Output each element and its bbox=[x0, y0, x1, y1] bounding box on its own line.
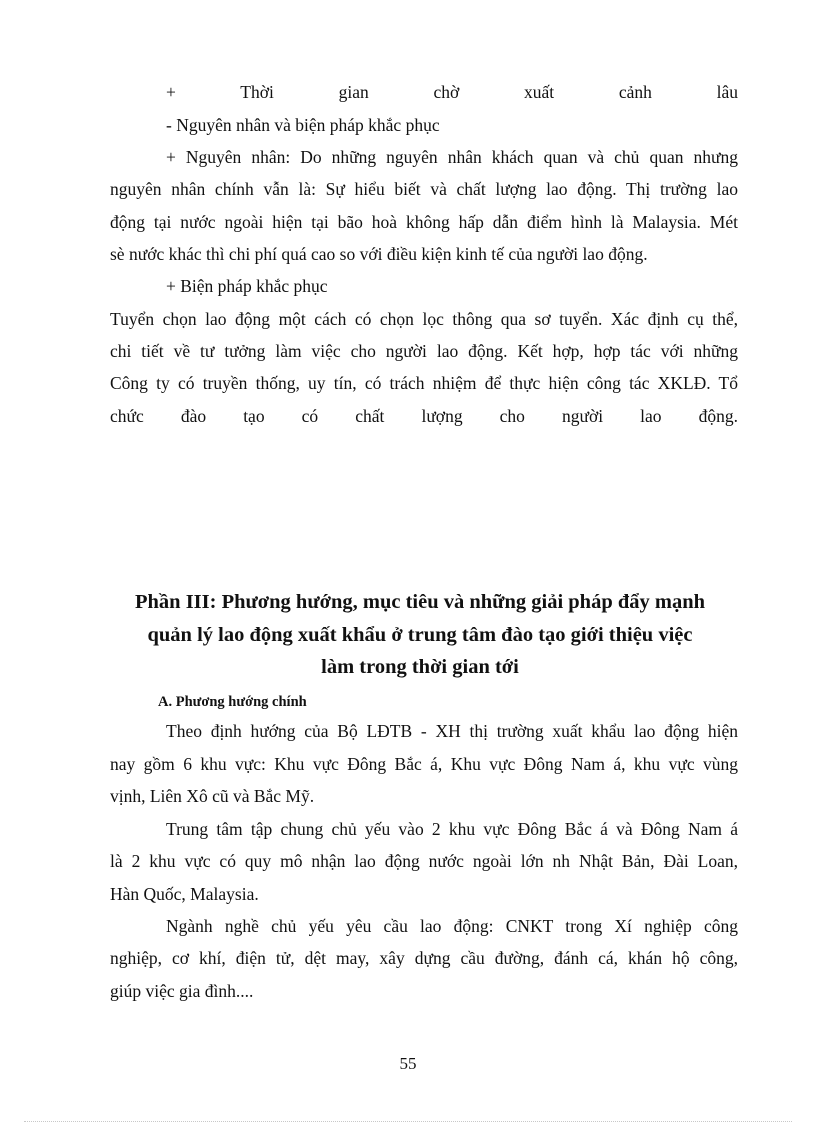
text-line-waiting-time: + Thời gian chờ xuất cảnh lâu bbox=[166, 82, 738, 102]
section-heading: quản lý lao động xuất khẩu ở trung tâm đào tạo giới thiệu việc bbox=[147, 624, 693, 646]
text-line: sè nước khác thì chi phí quá cao so với điều kiện kinh tế của người lao động. bbox=[110, 244, 648, 264]
subheading-main-direction: A. Phương hướng chính bbox=[158, 694, 307, 710]
text-line: Tuyển chọn lao động một cách có chọn lọc thông qua sơ tuyển. Xác định cụ thể, bbox=[110, 309, 738, 329]
text-line: nguyên nhân chính vẫn là: Sự hiểu biết và chất lượng lao động. Thị trường lao bbox=[110, 179, 738, 199]
text-line: nay gồm 6 khu vực: Khu vực Đông Bắc á, Khu vực Đông Nam á, khu vực vùng bbox=[110, 754, 738, 774]
text-line: giúp việc gia đình.... bbox=[110, 981, 254, 1001]
text-line: Ngành nghề chủ yếu yêu cầu lao động: CNKT trong Xí nghiệp công bbox=[166, 916, 738, 936]
section-heading: làm trong thời gian tới bbox=[321, 656, 519, 678]
text-line: chi tiết về tư tưởng làm việc cho người lao động. Kết hợp, hợp tác với những bbox=[110, 341, 738, 361]
section-heading: Phần III: Phương hướng, mục tiêu và những giải pháp đẩy mạnh bbox=[135, 591, 705, 613]
page-edge-divider bbox=[24, 1121, 792, 1122]
text-line: Theo định hướng của Bộ LĐTB - XH thị trường xuất khẩu lao động hiện bbox=[166, 721, 738, 741]
page-number: 55 bbox=[399, 1054, 417, 1073]
text-line: Hàn Quốc, Malaysia. bbox=[110, 884, 259, 904]
text-line-cause: + Nguyên nhân: Do những nguyên nhân khách quan và chủ quan nhưng bbox=[166, 147, 738, 167]
text-line-remedy: + Biện pháp khắc phục bbox=[166, 276, 328, 296]
text-line: chức đào tạo có chất lượng cho người lao động. bbox=[110, 406, 738, 426]
text-line: nghiệp, cơ khí, điện tử, dệt may, xây dựng cầu đường, đánh cá, khán hộ công, bbox=[110, 948, 738, 968]
text-line: vịnh, Liên Xô cũ và Bắc Mỹ. bbox=[110, 786, 315, 806]
text-line: là 2 khu vực có quy mô nhận lao động nước ngoài lớn nh Nhật Bản, Đài Loan, bbox=[110, 851, 738, 871]
text-line: Công ty có truyền thống, uy tín, có trách nhiệm để thực hiện công tác XKLĐ. Tổ bbox=[110, 373, 738, 393]
text-line-cause-and-remedy: - Nguyên nhân và biện pháp khắc phục bbox=[166, 115, 440, 135]
text-line: động tại nước ngoài hiện tại bão hoà không hấp dẫn điểm hình là Malaysia. Mét bbox=[110, 212, 738, 232]
text-line: Trung tâm tập chung chủ yếu vào 2 khu vực Đông Bắc á và Đông Nam á bbox=[166, 819, 738, 839]
